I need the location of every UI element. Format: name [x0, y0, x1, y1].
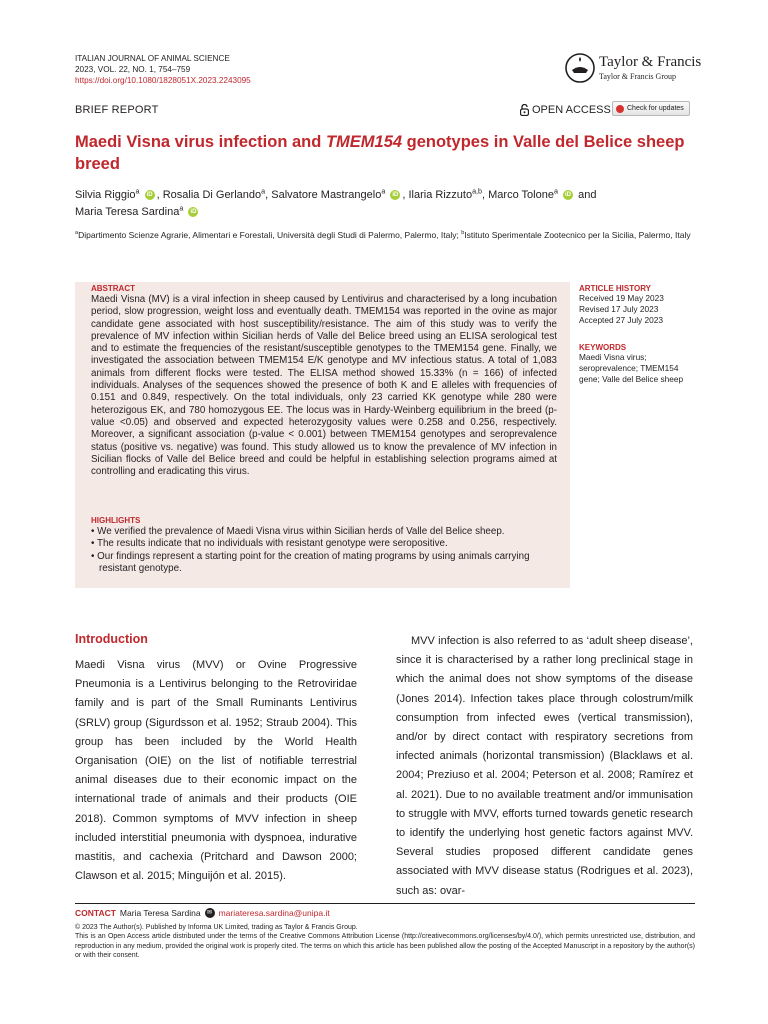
check-updates-button[interactable] [612, 101, 690, 116]
author-name[interactable]: Marco Tolone [488, 189, 554, 201]
title-part: Maedi Visna virus infection and [75, 133, 326, 151]
author-affil-sup: a [553, 187, 558, 196]
highlights-heading: HIGHLIGHTS [91, 516, 141, 525]
body-column-left: Maedi Visna virus (MVV) or Ovine Progressive Pneumonia is a Lentivirus belonging to the Retroviridae family and is part of the Small Ruminants Lentivirus (SRLV) group (Sigurdsson et al. 1952; Straub 2004). This group has been included by the World Health Organisation (OIE) on the list of notifiable terrestrial animal diseases due to their economic impact on the international trade of animals and their products (OIE 2018). Common symptoms of MVV infection in sheep included interstitial pneumonia with dyspnoea, indurative mastitis, and cachexia (Pritchard and Dawson 2000; Clawson et al. 2015; Minguijón et al. 2015). [75, 659, 357, 883]
orcid-icon[interactable]: iD [565, 192, 572, 199]
author-affil-sup: a [261, 187, 266, 196]
article-title [75, 131, 695, 175]
article-history-heading: ARTICLE HISTORY [579, 284, 652, 293]
doi-link[interactable]: https://doi.org/10.1080/1828051X.2023.2243095 [75, 76, 251, 85]
author-name[interactable]: Rosalia Di Gerlando [162, 189, 262, 201]
contact-label: CONTACT [75, 908, 116, 918]
author-name[interactable]: Ilaria Rizzuto [408, 189, 473, 201]
author-name[interactable]: Maria Teresa Sardina [75, 206, 180, 218]
revised-date: Revised 17 July 2023 [579, 304, 659, 314]
author-affil-sup: a [381, 187, 386, 196]
affil-sup: a [75, 230, 79, 237]
highlight-item: • We verified the prevalence of Maedi Visna virus within Sicilian herds of Valle del Belice sheep. [91, 526, 505, 537]
journal-volume: 2023, VOL. 22, NO. 1, 754–759 [75, 65, 191, 74]
affiliations [75, 229, 700, 241]
abstract-heading: ABSTRACT [91, 284, 135, 293]
received-date: Received 19 May 2023 [579, 293, 664, 303]
affil-sup: b [461, 230, 465, 237]
contact-line [75, 908, 330, 918]
author-affil-sup: a [135, 187, 140, 196]
article-type: BRIEF REPORT [75, 104, 159, 116]
abstract-text: Maedi Visna (MV) is a viral infection in sheep caused by Lentivirus and characterised by a long incubation period, slow progression, weight loss and eventually death. TMEM154 was reported in the ovine as major candidate gene associated with host susceptibility/resistance. The aim of this study was to verify the prevalence of MV infection within Sicilian herds of Valle del Belice breed using an ELISA serological test and to estimate the frequencies of the resistant/susceptible genotypes to the TMEM154 gene. Finally, we investigated the association between TMEM154 E/K genotype and MV infectious status. A total of 1,083 animals from different flocks were tested. The ELISA method showed 15.33% (n = 166) of infected individuals. Analyses of the sequences showed the presence of both K and E alleles with frequencies of 0.151 and 0.849, respectively. On the total individuals, only 23 carried KK genotype while 280 were heterozigous EK, and 780 homozygous EE. The locus was in Hardy-Weinberg equilibrium in the breed (p-value <0.05) and observed and expected heterozygosity values were 0.258 and 0.256, respectively. Moreover, a significant association (p-value < 0.001) between TMEM154 genotypes and seroprevalence status (positive vs. negative) was found. This study allowed us to know the prevalence of MV infection in Sicilian flocks of Valle del Belice breed and could be helpful in establishing selection programs aimed at controlling and eradicating this virus. [91, 294, 557, 478]
section-heading-introduction: Introduction [75, 632, 148, 646]
taylor-francis-lamp-icon [565, 53, 595, 83]
body-column-right: MVV infection is also referred to as ‘adult sheep disease’, since it is characterised by a rather long preclinical stage in which the animal does not show symptoms of the disease (Jones 2014). Infection takes place through colostrum/milk consumption from infected ewes (vertical transmission), and/or by direct contact with respiratory secretions from infected animals (horizontal transmission) (Blacklaws et al. 2004; Preziuso et al. 2004; Peterson et al. 2008; Ramírez et al. 2021). Due to no available treatment and/or immunisation to struggle with MVV, efforts turned towards genetic research to identify the underlying host genetic factors against MVV. Several studies proposed different candidate genes associated with MVV disease status (Rodrigues et al. 2023), such as: ovar- [396, 635, 693, 897]
author-connector: and [578, 189, 597, 201]
article-history [579, 284, 699, 326]
journal-name: ITALIAN JOURNAL OF ANIMAL SCIENCE [75, 54, 230, 63]
title-gene: TMEM154 [325, 133, 403, 151]
keywords-text: Maedi Visna virus; seroprevalence; TMEM154 gene; Valle del Belice sheep [579, 352, 684, 384]
crossmark-icon [616, 105, 624, 113]
open-access-label: OPEN ACCESS [532, 104, 611, 116]
author-name[interactable]: Silvia Riggio [75, 189, 136, 201]
title-part: genotypes in Valle del Belice sheep breed [75, 133, 685, 173]
accepted-date: Accepted 27 July 2023 [579, 315, 663, 325]
footer-divider [75, 903, 695, 904]
contact-email-link[interactable]: mariateresa.sardina@unipa.it [218, 908, 330, 918]
orcid-icon[interactable]: iD [146, 192, 153, 199]
check-updates-label: Check for updates [627, 105, 684, 112]
email-icon: ✉ [205, 908, 215, 918]
highlight-item: • The results indicate that no individuals with resistant genotype were seropositive. [91, 538, 448, 550]
author-affil-sup: a,b [472, 187, 482, 196]
author-list: Silvia Riggio$^a$ iD , Rosalia Di Gerlando$^a$, Salvatore Mastrangelo$^a$ iD , Ilaria Rizzuto$^{a,b}$, Marco Tolone$^a$ iD and Maria Teresa Sardina$^a$ iD [75, 187, 597, 218]
orcid-icon[interactable]: iD [392, 192, 399, 199]
keywords-heading: KEYWORDS [579, 343, 627, 352]
open-lock-icon [520, 104, 529, 116]
keywords [579, 343, 697, 385]
highlight-item: • Our findings represent a starting point for the creation of mating programs by using animals carrying resistant genotype. [91, 550, 530, 574]
affiliation-a: Dipartimento Scienze Agrarie, Alimentari e Forestali, Università degli Studi di Palermo, Palermo, Italy; [78, 230, 462, 240]
publisher-group: Taylor & Francis Group [599, 72, 676, 81]
orcid-icon[interactable]: iD [190, 209, 197, 216]
copyright-line: © 2023 The Author(s). Published by Informa UK Limited, trading as Taylor & Francis Group. [75, 924, 358, 931]
license-text: This is an Open Access article distributed under the terms of the Creative Commons Attribution License (http://creativecommons.org/licenses/by/4.0/), which permits unrestricted use, distribution, and reproduction in any medium, provided the original work is properly cited. The terms on which this article has been published allow the posting of the Accepted Manuscript in a repository by the author(s) or with their consent. [75, 933, 695, 960]
affiliation-b: Istituto Sperimentale Zootecnico per la Sicilia, Palermo, Italy [464, 230, 691, 240]
highlights-list [91, 526, 561, 575]
publisher-logo [565, 53, 702, 85]
license-notice [75, 923, 695, 961]
contact-name: Maria Teresa Sardina [119, 908, 201, 918]
author-name[interactable]: Salvatore Mastrangelo [271, 189, 382, 201]
author-affil-sup: a [179, 204, 184, 213]
journal-info [75, 53, 251, 86]
open-access-badge [520, 104, 611, 116]
publisher-brand: Taylor & Francis [599, 54, 702, 70]
